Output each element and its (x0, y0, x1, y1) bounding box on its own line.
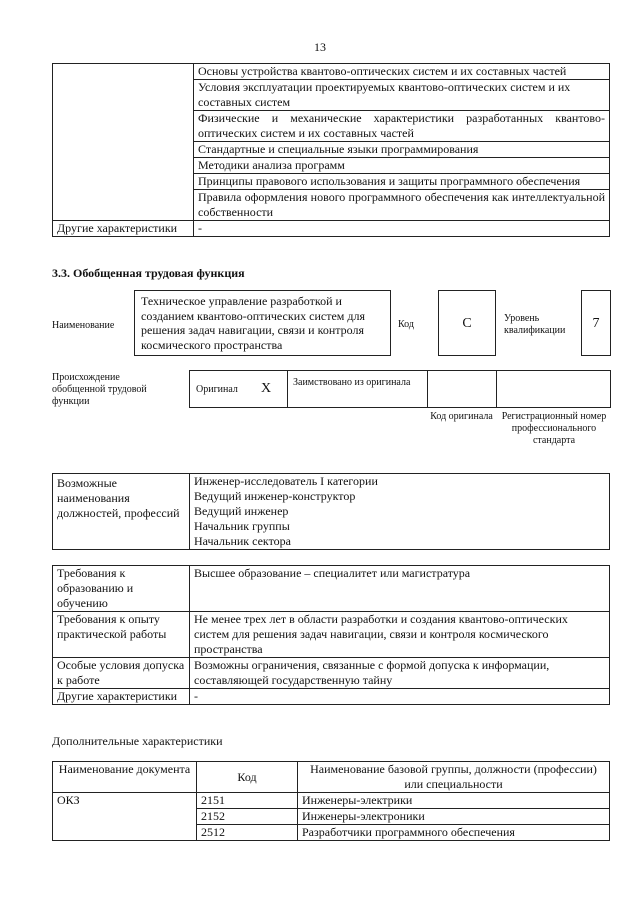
code-cell: 2152 (197, 809, 298, 825)
table-row (53, 762, 610, 793)
list-item: Начальник сектора (194, 534, 291, 548)
caption-reg: Регистрационный номер профессионального стандарта (501, 411, 607, 446)
original-mark: X (261, 381, 272, 396)
code-label: Код (398, 319, 414, 330)
additional-table (52, 761, 610, 841)
requirement-value: Не менее трех лет в области разработки и создания квантово-оптических систем для решения задач навигации, связи и контроля космического пространства (190, 612, 610, 658)
origin-divider (427, 370, 428, 408)
code-cell: 2512 (197, 825, 298, 841)
name-label: Наименование (52, 320, 115, 331)
positions-list (190, 474, 610, 550)
list-item: Ведущий инженер-конструктор (194, 489, 356, 503)
origin-divider (287, 370, 288, 408)
name-cell: Инженеры-электроники (298, 809, 610, 825)
list-item: Инженер-исследователь I категории (194, 474, 378, 488)
requirements-table (52, 565, 610, 705)
list-item: Ведущий инженер (194, 504, 289, 518)
table-row (53, 64, 610, 80)
list-item: Начальник группы (194, 519, 290, 533)
name-cell: Разработчики программного обеспечения (298, 825, 610, 841)
positions-table (52, 473, 610, 550)
level-label: Уровень квалификации (504, 313, 566, 336)
knowledge-item: Физические и механические характеристики разработанных квантово-оптических систем и их составных частей (194, 111, 610, 142)
knowledge-table (52, 63, 610, 237)
requirement-label: Требования к опыту практической работы (53, 612, 190, 658)
borrowed-label: Заимствовано из оригинала (293, 377, 411, 388)
other-characteristics-value: - (194, 221, 610, 237)
caption-code: Код оригинала (430, 411, 493, 422)
origin-label: Происхождение обобщенной трудовой функции (52, 372, 147, 407)
additional-title: Дополнительные характеристики (52, 734, 223, 748)
table-row (53, 221, 610, 237)
requirement-value: Высшее образование – специалитет или магистратура (190, 566, 610, 612)
level-value-box (581, 290, 611, 356)
knowledge-item: Условия эксплуатации проектируемых квантово-оптических систем и их составных систем (194, 80, 610, 111)
function-name: Техническое управление разработкой и созданием квантово-оптических систем для решения задач навигации, связи и контроля космического пространства (141, 294, 365, 352)
empty-label-cell (53, 64, 194, 221)
knowledge-item: Стандартные и специальные языки программирования (194, 142, 610, 158)
table-row (53, 793, 610, 809)
other-characteristics-label: Другие характеристики (53, 221, 194, 237)
table-row (53, 658, 610, 689)
header-name: Наименование базовой группы, должности (профессии) или специальности (298, 762, 610, 793)
page-number: 13 (314, 40, 326, 54)
original-label: Оригинал (196, 384, 238, 395)
level-value: 7 (592, 316, 600, 331)
table-row (53, 474, 610, 550)
requirement-value: - (190, 689, 610, 705)
code-cell: 2151 (197, 793, 298, 809)
requirement-value: Возможны ограничения, связанные с формой допуска к информации, составляющей государственную тайну (190, 658, 610, 689)
section-title: 3.3. Обобщенная трудовая функция (52, 266, 245, 280)
header-document: Наименование документа (53, 762, 197, 793)
requirement-label: Другие характеристики (53, 689, 190, 705)
knowledge-item: Основы устройства квантово-оптических систем и их составных частей (194, 64, 610, 80)
origin-divider (496, 370, 497, 408)
function-name-box (134, 290, 391, 356)
knowledge-item: Принципы правового использования и защиты программного обеспечения (194, 174, 610, 190)
requirement-label: Требования к образованию и обучению (53, 566, 190, 612)
knowledge-item: Правила оформления нового программного обеспечения как интеллектуальной собственности (194, 190, 610, 221)
name-cell: Инженеры-электрики (298, 793, 610, 809)
code-value-box (438, 290, 496, 356)
knowledge-item: Методики анализа программ (194, 158, 610, 174)
code-value: C (462, 316, 472, 331)
requirement-label: Особые условия допуска к работе (53, 658, 190, 689)
positions-label: Возможные наименования должностей, профессий (53, 474, 190, 550)
table-row (53, 566, 610, 612)
table-row (53, 612, 610, 658)
doc-name: ОКЗ (53, 793, 197, 841)
header-code: Код (197, 762, 298, 793)
table-row (53, 689, 610, 705)
origin-box (189, 370, 611, 408)
